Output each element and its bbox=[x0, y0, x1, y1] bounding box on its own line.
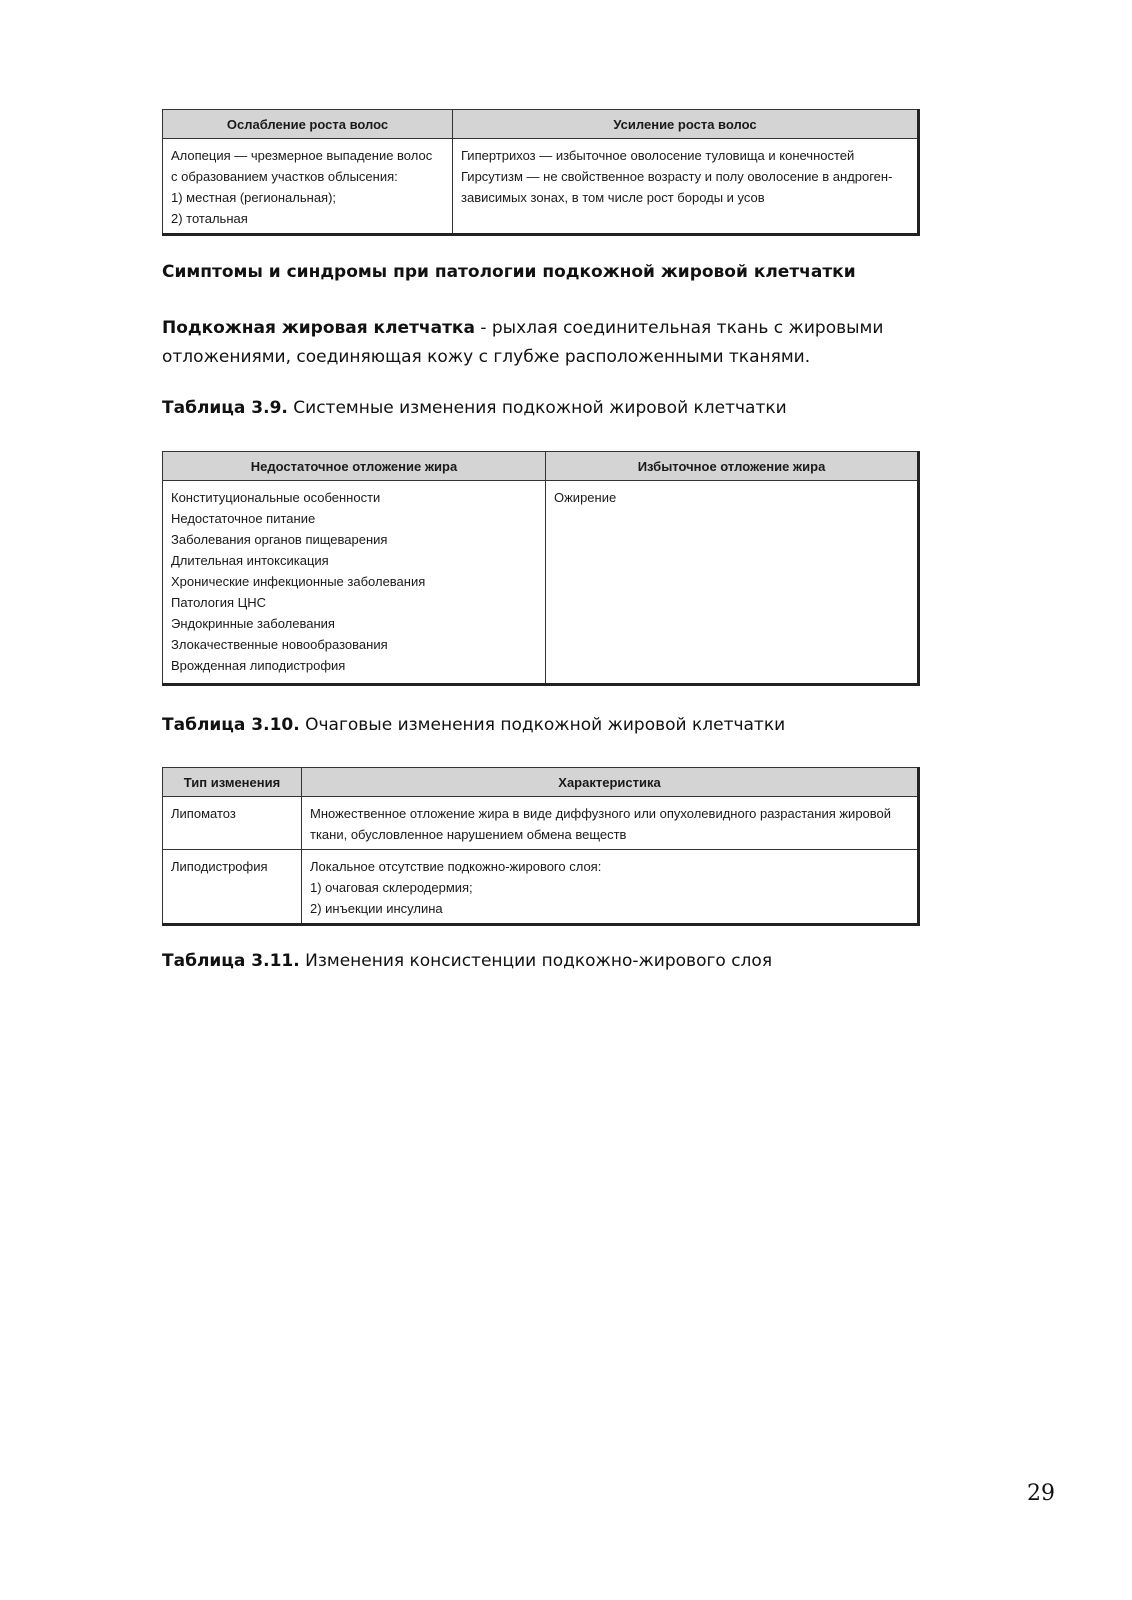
table-cell bbox=[163, 139, 453, 235]
list-item: Недостаточное питание bbox=[171, 511, 316, 526]
definition-text: - рыхлая соединительная ткань с жировыми отложениями, соединяющая кожу с глубже расположенными тканями. bbox=[162, 318, 884, 367]
cell-line: Алопеция — чрезмерное выпадение волос bbox=[171, 148, 433, 163]
cell-line: ткани, обусловленное нарушением обмена веществ bbox=[310, 827, 627, 842]
caption-text: Системные изменения подкожной жировой клетчатки bbox=[287, 398, 787, 418]
table-cell bbox=[453, 139, 919, 235]
table-caption bbox=[162, 715, 785, 735]
table-header: Недостаточное отложение жира bbox=[163, 452, 546, 481]
list-item: Ожирение bbox=[554, 490, 617, 505]
table-header: Характеристика bbox=[302, 768, 919, 797]
cell-line: 2) тотальная bbox=[171, 211, 248, 226]
table-cell: Липоматоз bbox=[163, 797, 302, 850]
list-item: Патология ЦНС bbox=[171, 595, 267, 610]
list-item: Эндокринные заболевания bbox=[171, 616, 335, 631]
table-cell bbox=[302, 797, 919, 850]
list-item: Конституциональные особенности bbox=[171, 490, 381, 505]
cell-line: зависимых зонах, в том числе рост бороды и усов bbox=[461, 190, 765, 205]
table-3-9 bbox=[162, 451, 920, 686]
table-caption bbox=[162, 951, 772, 971]
page-number: 29 bbox=[1027, 1481, 1055, 1506]
definition-paragraph bbox=[162, 314, 932, 372]
caption-text: Очаговые изменения подкожной жировой клетчатки bbox=[299, 715, 786, 735]
list-item: Злокачественные новообразования bbox=[171, 637, 388, 652]
table-cell bbox=[163, 481, 546, 685]
section-heading: Симптомы и синдромы при патологии подкожной жировой клетчатки bbox=[162, 262, 856, 282]
cell-line: 1) местная (региональная); bbox=[171, 190, 337, 205]
table-header: Усиление роста волос bbox=[453, 110, 919, 139]
cell-line: Гипертрихоз — избыточное оволосение туловища и конечностей bbox=[461, 148, 855, 163]
list-item: Врожденная липодистрофия bbox=[171, 658, 346, 673]
caption-label: Таблица 3.9. bbox=[162, 398, 288, 418]
cell-line: Гирсутизм — не свойственное возрасту и полу оволосение в андроген- bbox=[461, 169, 893, 184]
table-cell: Липодистрофия bbox=[163, 850, 302, 925]
caption-text: Изменения консистенции подкожно-жирового слоя bbox=[299, 951, 773, 971]
cell-line: с образованием участков облысения: bbox=[171, 169, 398, 184]
table-header: Ослабление роста волос bbox=[163, 110, 453, 139]
caption-label: Таблица 3.10. bbox=[162, 715, 300, 735]
list-item: Заболевания органов пищеварения bbox=[171, 532, 388, 547]
table-header: Тип изменения bbox=[163, 768, 302, 797]
list-item: Хронические инфекционные заболевания bbox=[171, 574, 426, 589]
cell-line: 1) очаговая склеродермия; bbox=[310, 880, 473, 895]
definition-term: Подкожная жировая клетчатка bbox=[162, 318, 475, 338]
cell-line: Локальное отсутствие подкожно-жирового слоя: bbox=[310, 859, 602, 874]
table-caption bbox=[162, 398, 787, 418]
caption-label: Таблица 3.11. bbox=[162, 951, 300, 971]
cell-line: 2) инъекции инсулина bbox=[310, 901, 443, 916]
table-3-10 bbox=[162, 767, 920, 926]
list-item: Длительная интоксикация bbox=[171, 553, 329, 568]
cell-line: Множественное отложение жира в виде диффузного или опухолевидного разрастания жировой bbox=[310, 806, 892, 821]
hair-growth-table bbox=[162, 109, 920, 236]
table-cell bbox=[546, 481, 919, 685]
table-cell bbox=[302, 850, 919, 925]
table-header: Избыточное отложение жира bbox=[546, 452, 919, 481]
